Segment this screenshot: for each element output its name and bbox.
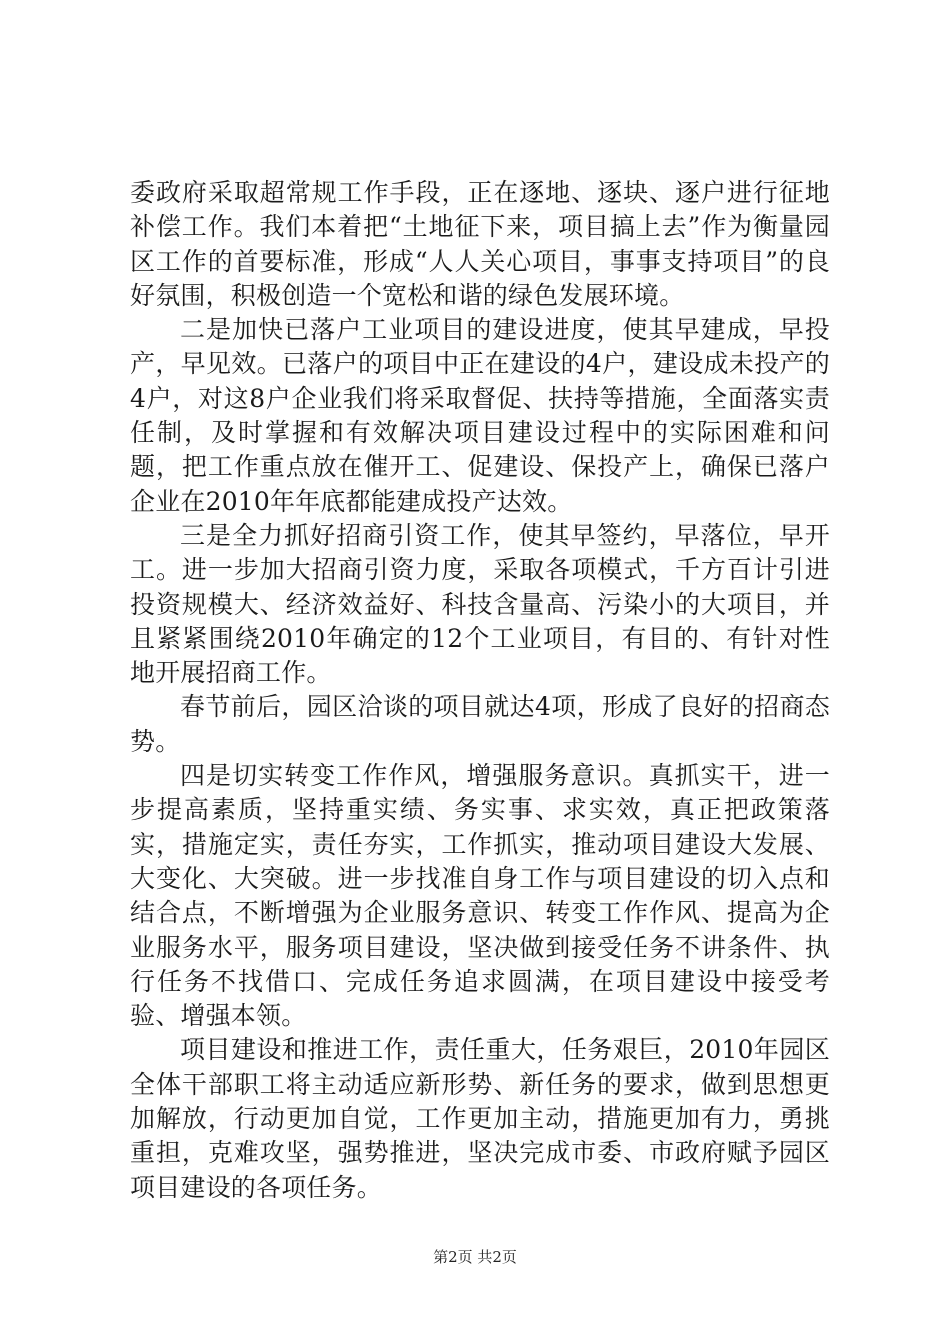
document-body [130, 176, 830, 1205]
paragraph-4: 春节前后，园区洽谈的项目就达4项，形成了良好的招商态势。 [130, 692, 830, 756]
paragraph-2: 二是加快已落户工业项目的建设进度，使其早建成，早投产，早见效。已落户的项目中正在建设的4户，建设成未投产的4户，对这8户企业我们将采取督促、扶持等措施，全面落实责任制，及时掌握和有效解决项目建设过程中的实际困难和问题，把工作重点放在催开工、促建设、保投产上，确保已落户企业在2010年年底都能建成投产达效。 [130, 315, 830, 516]
paragraph-5: 四是切实转变工作作风，增强服务意识。真抓实干，进一步提高素质，坚持重实绩、务实事、求实效，真正把政策落实，措施定实，责任夯实，工作抓实，推动项目建设大发展、大变化、大突破。进一步找准自身工作与项目建设的切入点和结合点，不断增强为企业服务意识、转变工作作风、提高为企业服务水平，服务项目建设，坚决做到接受任务不讲条件、执行任务不找借口、完成任务追求圆满，在项目建设中接受考验、增强本领。 [130, 761, 830, 1031]
paragraph-3: 三是全力抓好招商引资工作，使其早签约，早落位，早开工。进一步加大招商引资力度，采取各项模式，千方百计引进投资规模大、经济效益好、科技含量高、污染小的大项目，并且紧紧围绕2010年确定的12个工业项目，有目的、有针对性地开展招商工作。 [130, 520, 830, 688]
paragraph-1: 委政府采取超常规工作手段，正在逐地、逐块、逐户进行征地补偿工作。我们本着把“土地征下来，项目搞上去”作为衡量园区工作的首要标准，形成“人人关心项目，事事支持项目”的良好氛围，积极创造一个宽松和谐的绿色发展环境。 [130, 178, 830, 310]
page-number-footer: 第2页 共2页 [433, 1248, 517, 1266]
paragraph-6: 项目建设和推进工作，责任重大，任务艰巨，2010年园区全体干部职工将主动适应新形势、新任务的要求，做到思想更加解放，行动更加自觉，工作更加主动，措施更加有力，勇挑重担，克难攻坚，强势推进，坚决完成市委、市政府赋予园区项目建设的各项任务。 [130, 1035, 830, 1202]
